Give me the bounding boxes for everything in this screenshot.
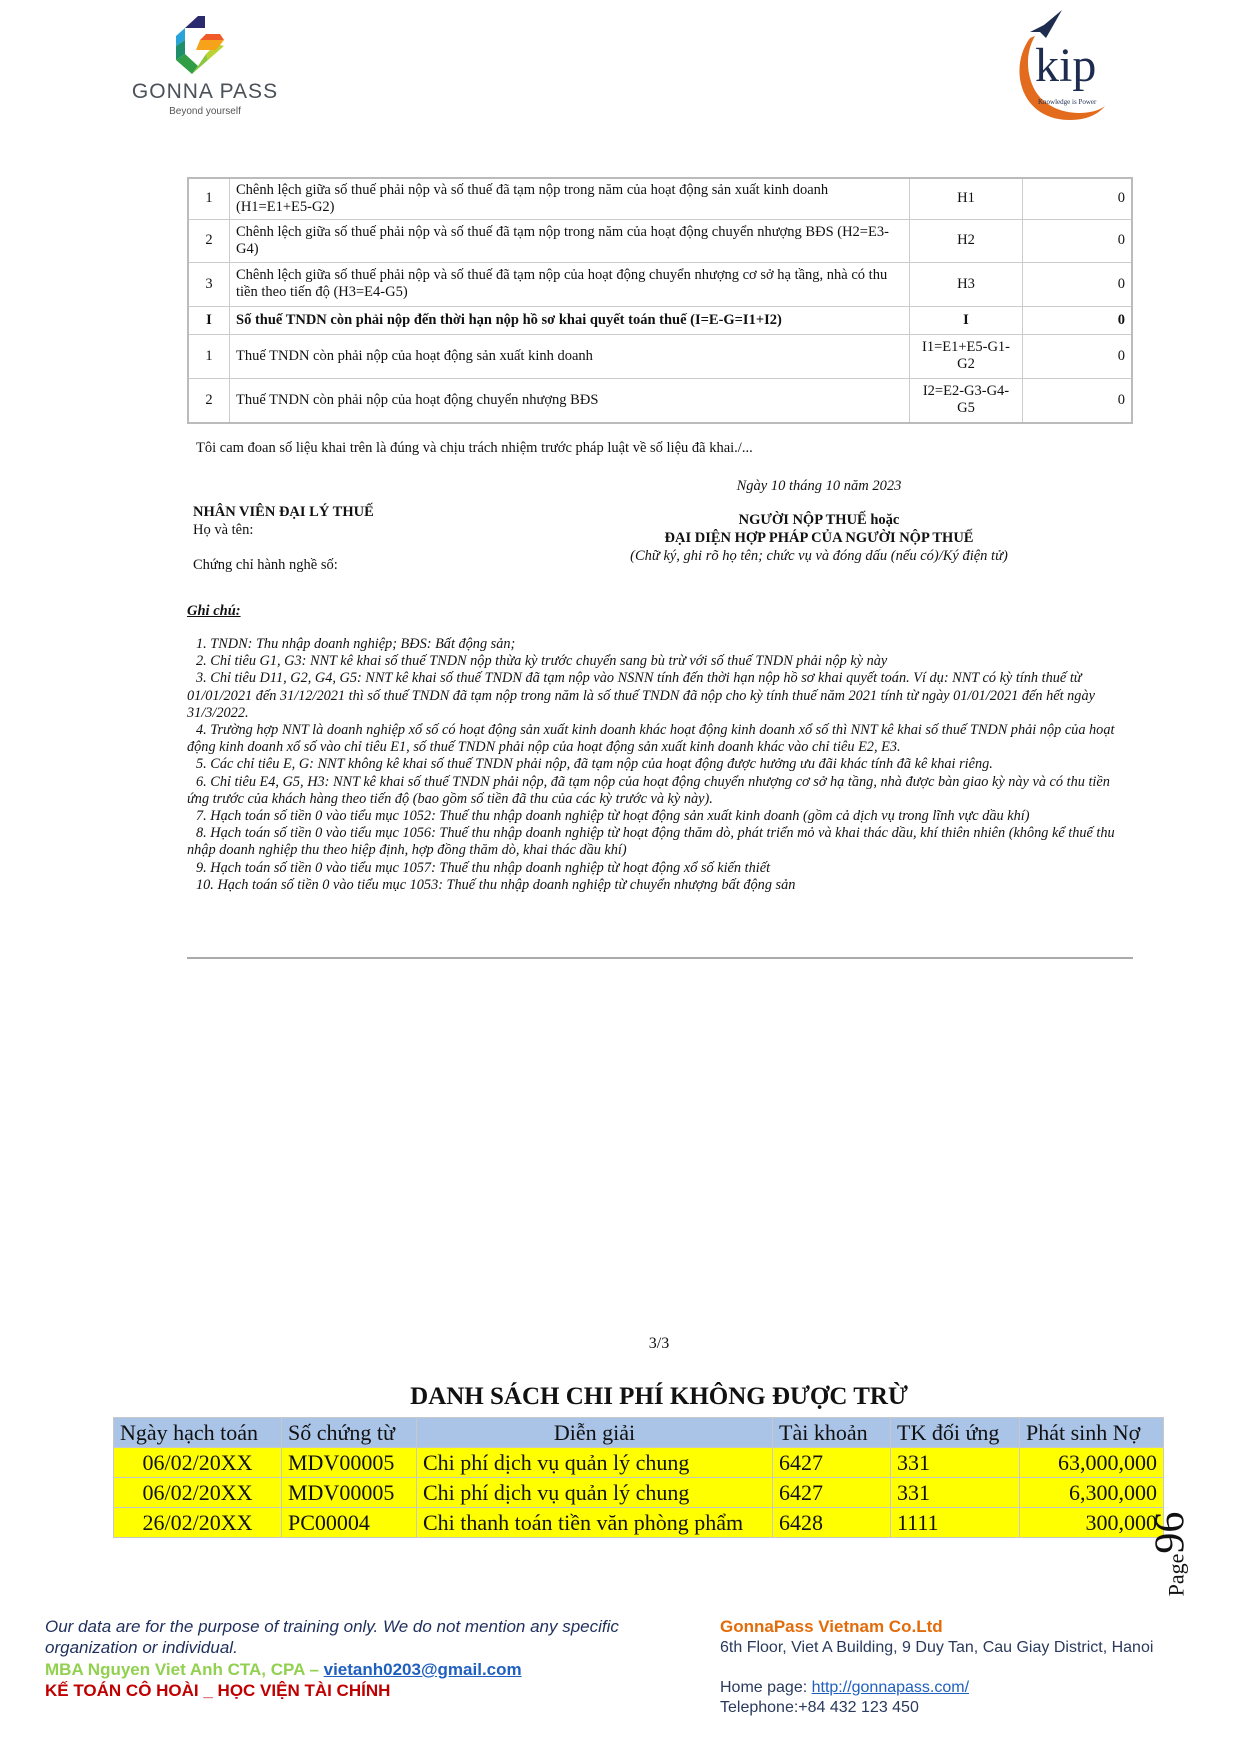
tax-table-row (188, 306, 1132, 334)
expense-cell: MDV00005 (282, 1448, 417, 1478)
agent-name-label: Họ và tên: (193, 522, 254, 538)
gonnapass-tagline: Beyond yourself (169, 106, 241, 117)
row-description: Thuế TNDN còn phải nộp của hoạt động chuyển nhượng BĐS (230, 378, 910, 423)
expense-cell: 331 (891, 1478, 1020, 1508)
note-item: 2. Chỉ tiêu G1, G3: NNT kê khai số thuế TNDN nộp thừa kỳ trước chuyển sang bù trừ với số thuế TNDN phải nộp kỳ này (196, 653, 888, 670)
note-item: 9. Hạch toán số tiền 0 vào tiểu mục 1057: Thuế thu nhập doanh nghiệp từ hoạt động xổ số kiến thiết (196, 859, 771, 876)
page-label: Page (1163, 1553, 1189, 1597)
row-value: 0 (1023, 306, 1133, 334)
tax-settlement-table (187, 177, 1133, 424)
expense-cell: MDV00005 (282, 1478, 417, 1508)
tax-table-row (188, 334, 1132, 378)
expense-list-title: DANH SÁCH CHI PHÍ KHÔNG ĐƯỢC TRỪ (410, 1383, 908, 1410)
tax-table-row (188, 219, 1132, 262)
section-divider (187, 957, 1133, 959)
row-description: Thuế TNDN còn phải nộp của hoạt động sản xuất kinh doanh (230, 334, 910, 378)
expense-cell: 6428 (773, 1508, 891, 1538)
row-description: Chênh lệch giữa số thuế phải nộp và số thuế đã tạm nộp trong năm của hoạt động sản xuất kinh doanh (H1=E1+E5-G2) (230, 178, 910, 219)
expense-cell: 6427 (773, 1478, 891, 1508)
note-item: 7. Hạch toán số tiền 0 vào tiểu mục 1052: Thuế thu nhập doanh nghiệp từ hoạt động sản xuất kinh doanh (gồm cả dịch vụ trong lĩnh vực dầu khí) (196, 808, 1030, 825)
note-item: 4. Trường hợp NNT là doanh nghiệp xổ số có hoạt động sản xuất kinh doanh khác hoạt động kinh doanh xổ số thì NNT kê khai số thuế TNDN phải nộp của hoạt động kinh doanh xổ số vào chỉ tiêu E1, số thuế TNDN phải nộp của hoạt động sản xuất kinh doanh khác vào chỉ tiêu E2, E3. (187, 722, 1115, 756)
column-header: Diễn giải (417, 1418, 773, 1448)
page-number-value: 96 (1147, 1511, 1194, 1554)
footer-disclaimer: Our data are for the purpose of training only. We do not mention any specific organization or individual. (45, 1617, 619, 1657)
expense-cell: Chi phí dịch vụ quản lý chung (417, 1478, 773, 1508)
notes-title: Ghi chú: (187, 603, 241, 619)
footer-company: GonnaPass Vietnam Co.Ltd (720, 1617, 943, 1636)
expense-row (114, 1478, 1164, 1508)
payer-signature-note: (Chữ ký, ghi rõ họ tên; chức vụ và đóng dấu (nếu có)/Ký điện tử) (630, 548, 1008, 564)
row-value: 0 (1023, 334, 1133, 378)
row-number: I (188, 306, 230, 334)
column-header: TK đối ứng (891, 1418, 1020, 1448)
column-header: Số chứng từ (282, 1418, 417, 1448)
expense-cell: 63,000,000 (1020, 1448, 1164, 1478)
expense-cell: 6,300,000 (1020, 1478, 1164, 1508)
row-number: 2 (188, 378, 230, 423)
author-email-link[interactable]: vietanh0203@gmail.com (323, 1660, 522, 1679)
tax-table-row (188, 378, 1132, 423)
footer-address: 6th Floor, Viet A Building, 9 Duy Tan, Cau Giay District, Hanoi (720, 1639, 1154, 1656)
declaration-text: Tôi cam đoan số liệu khai trên là đúng và chịu trách nhiệm trước pháp luật về số liệu đã khai./... (196, 440, 753, 456)
row-description: Chênh lệch giữa số thuế phải nộp và số thuế đã tạm nộp của hoạt động chuyển nhượng cơ sở hạ tầng, nhà có thu tiền theo tiến độ (H3=E4-G5) (230, 262, 910, 306)
column-header: Phát sinh Nợ (1020, 1418, 1164, 1448)
note-item: 6. Chỉ tiêu E4, G5, H3: NNT kê khai số thuế TNDN phải nộp, đã tạm nộp của hoạt động chuyển nhượng cơ sở hạ tầng, nhà được bàn giao kỳ này và có thu tiền ứng trước của khách hàng theo tiến độ (bao gồm số tiền đã thu của các kỳ trước và kỳ này). (187, 773, 1110, 807)
payer-title-1: NGƯỜI NỘP THUẾ hoặc (738, 512, 900, 528)
row-code: I1=E1+E5-G1-G2 (910, 334, 1023, 378)
agent-cert-label: Chứng chỉ hành nghề số: (193, 557, 338, 573)
expense-cell: 06/02/20XX (114, 1448, 282, 1478)
expense-row (114, 1448, 1164, 1478)
signature-date: Ngày 10 tháng 10 năm 2023 (736, 478, 902, 494)
row-value: 0 (1023, 378, 1133, 423)
row-description: Chênh lệch giữa số thuế phải nộp và số thuế đã tạm nộp trong năm của hoạt động chuyển nhượng BĐS (H2=E3-G4) (230, 219, 910, 262)
tax-table-row (188, 178, 1132, 219)
gonnapass-g-icon (110, 14, 300, 78)
expense-cell: 331 (891, 1448, 1020, 1478)
expense-cell: 26/02/20XX (114, 1508, 282, 1538)
column-header: Tài khoản (773, 1418, 891, 1448)
expense-cell: 06/02/20XX (114, 1478, 282, 1508)
kip-tagline: Knowledge is Power (1038, 98, 1097, 106)
footer-credit: KẾ TOÁN CÔ HOÀI _ HỌC VIỆN TÀI CHÍNH (45, 1681, 391, 1700)
kip-logo-text: kip (1035, 39, 1097, 92)
column-header: Ngày hạch toán (114, 1418, 282, 1448)
row-number: 1 (188, 334, 230, 378)
row-number: 3 (188, 262, 230, 306)
note-item: 5. Các chỉ tiêu E, G: NNT không kê khai số thuế TNDN phải nộp, đã tạm nộp của hoạt động được hưởng ưu đãi khác tính đã kê khai riêng. (196, 756, 993, 773)
tax-table-row (188, 262, 1132, 306)
row-value: 0 (1023, 219, 1133, 262)
expense-cell: Chi thanh toán tiền văn phòng phẩm (417, 1508, 773, 1538)
homepage-link[interactable]: http://gonnapass.com/ (811, 1679, 970, 1696)
footer-author (45, 1659, 522, 1680)
notes-list (187, 636, 1133, 894)
expense-cell: 6427 (773, 1448, 891, 1478)
footer-homepage (720, 1677, 969, 1698)
row-code: H1 (910, 178, 1023, 219)
homepage-label: Home page: (720, 1679, 812, 1696)
page-number (1147, 1500, 1208, 1600)
gonnapass-logo (110, 14, 300, 124)
page-counter: 3/3 (648, 1335, 670, 1352)
note-item: 8. Hạch toán số tiền 0 vào tiểu mục 1056: Thuế thu nhập doanh nghiệp từ hoạt động thăm dò, phát triển mỏ và khai thác dầu, khí thiên nhiên (không kể thuế thu nhập doanh nghiệp thu theo hiệp định, hợp đồng thăm dò, khai thác dầu khí) (187, 825, 1115, 859)
row-code: H3 (910, 262, 1023, 306)
row-number: 1 (188, 178, 230, 219)
expense-cell: Chi phí dịch vụ quản lý chung (417, 1448, 773, 1478)
row-code: I (910, 306, 1023, 334)
non-deductible-expense-table (113, 1417, 1164, 1538)
note-item: 1. TNDN: Thu nhập doanh nghiệp; BĐS: Bất động sản; (196, 636, 516, 652)
row-code: H2 (910, 219, 1023, 262)
note-item: 10. Hạch toán số tiền 0 vào tiểu mục 1053: Thuế thu nhập doanh nghiệp từ chuyển nhượng bất động sản (196, 876, 796, 893)
row-code: I2=E2-G3-G4-G5 (910, 378, 1023, 423)
note-item: 3. Chỉ tiêu D11, G2, G4, G5: NNT kê khai số thuế TNDN đã tạm nộp vào NSNN tính đến thời hạn nộp hồ sơ khai quyết toán. Ví dụ: NNT có kỳ tính thuế từ 01/01/2021 đến 31/12/2021 thì số thuế TNDN đã tạm nộp trong năm là số thuế TNDN đã nộp cho kỳ tính thuế năm 2021 tính từ ngày 01/01/2021 đến hết ngày 31/3/2022. (187, 670, 1095, 721)
agent-title: NHÂN VIÊN ĐẠI LÝ THUẾ (193, 504, 374, 520)
expense-cell: PC00004 (282, 1508, 417, 1538)
payer-title-2: ĐẠI DIỆN HỢP PHÁP CỦA NGƯỜI NỘP THUẾ (664, 530, 974, 546)
author-name: MBA Nguyen Viet Anh CTA, CPA – (45, 1660, 324, 1679)
expense-row (114, 1508, 1164, 1538)
row-value: 0 (1023, 262, 1133, 306)
footer-telephone: Telephone:+84 432 123 450 (720, 1699, 919, 1716)
row-value: 0 (1023, 178, 1133, 219)
kip-logo (1010, 8, 1125, 128)
row-description: Số thuế TNDN còn phải nộp đến thời hạn nộp hồ sơ khai quyết toán thuế (I=E-G=I1+I2) (230, 306, 910, 334)
gonnapass-logo-text: GONNA PASS (131, 80, 279, 103)
expense-cell: 1111 (891, 1508, 1020, 1538)
row-number: 2 (188, 219, 230, 262)
expense-cell: 300,000 (1020, 1508, 1164, 1538)
